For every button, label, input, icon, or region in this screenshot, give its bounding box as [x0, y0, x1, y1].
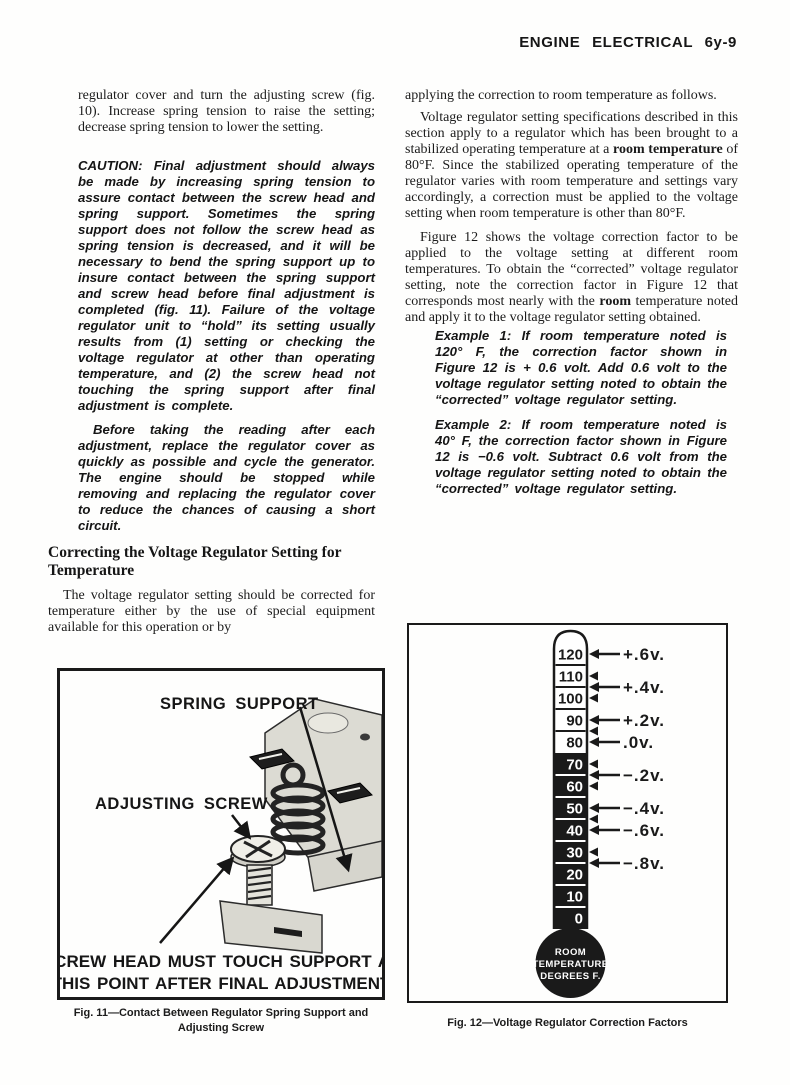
correction-label-90: +.2v.	[623, 711, 666, 730]
section-heading: Correcting the Voltage Regulator Setting for Temperature	[48, 544, 342, 579]
paragraph-specifications: Voltage regulator setting specifications described in this section apply to a regulator which has been brought to a stabilized operating temperature at a room temperature of 80°F. Since the stabilized operating temperature of the regulator varies with room temperature and settings vary accordingly, a correction must be applied to the voltage setting when room temperature is other than 80°F.	[405, 110, 738, 221]
bulb-label-line3: DEGREES F.	[540, 971, 601, 982]
clamp-bracket	[220, 901, 322, 953]
adjusting-screw-leader	[232, 815, 249, 837]
figure-12	[407, 623, 728, 1003]
paragraph-figure12-intro: Figure 12 shows the voltage correction factor to be applied to the voltage setting at different room temperatures. To obtain the “corrected” voltage regulator setting, note the correction factor in Figure 12 that corresponds most nearly with the room temperature noted and apply it to the voltage regulator setting obtained.	[405, 230, 739, 325]
thermometer-scale-10: 10	[566, 888, 583, 906]
thermometer-scale-100: 100	[557, 690, 583, 708]
fig11-illustration	[60, 671, 382, 997]
fig11-caption-line2: Adjusting Screw	[177, 1022, 265, 1034]
fig12-caption: Fig. 12—Voltage Regulator Correction Factors	[447, 1017, 688, 1029]
paragraph-correcting-intro: The voltage regulator setting should be corrected for temperature either by the use of special equipment available for this operation or by	[48, 588, 375, 635]
correction-label-50: −.4v.	[623, 799, 666, 818]
thermometer-scale-120: 120	[557, 646, 583, 664]
plate-hole	[360, 734, 370, 741]
tick-arrow-70	[589, 760, 598, 769]
correction-label-30-20: −.8v.	[623, 854, 666, 873]
before-taking-paragraph: Before taking the reading after each adjustment, replace the regulator cover as quickly as possible and cycle the generator. The engine should be stopped while removing and replacing the regulator cover to reduce the chances of causing a short circuit.	[78, 422, 375, 533]
right-column	[405, 88, 738, 497]
thermometer-scale-0: 0	[574, 910, 583, 928]
tick-arrow-100	[589, 694, 598, 703]
correction-label-80: .0v.	[623, 733, 655, 752]
fig11-caption	[57, 1006, 385, 1036]
tick-arrow-90-80	[589, 727, 598, 736]
example-1-paragraph: Example 1: If room temperature noted is 120° F, the correction factor shown in Figure 12 is + 0.6 volt. Add 0.6 volt to the voltage regulator setting noted to obtain the “corrected” voltage regulator setting.	[435, 328, 727, 407]
paragraph-regulator-cover: regulator cover and turn the adjusting screw (fig. 10). Increase spring tension to raise the setting; decrease spring tension to lower the setting.	[78, 88, 375, 135]
correction-label-120: +.6v.	[623, 645, 666, 664]
figure-11	[57, 668, 385, 1000]
plate-dome	[308, 713, 348, 733]
correction-label-110-100: +.4v.	[623, 678, 666, 697]
paragraph-applying-correction: applying the correction to room temperature as follows.	[405, 88, 717, 103]
correction-label-40: −.6v.	[623, 821, 666, 840]
tick-arrow-50-40	[589, 815, 598, 824]
thermometer-scale-70: 70	[566, 756, 583, 774]
correction-label-70-60: −.2v.	[623, 766, 666, 785]
spring-support-label: SPRING SUPPORT	[160, 695, 319, 713]
left-column	[48, 88, 375, 636]
thermometer-scale-50: 50	[566, 800, 583, 818]
thermometer-scale-80: 80	[566, 734, 583, 752]
fig11-caption-line1: Fig. 11—Contact Between Regulator Spring Support and	[73, 1007, 369, 1019]
tick-arrow-60	[589, 782, 598, 791]
adjusting-screw-label: ADJUSTING SCREW	[95, 795, 268, 813]
thermometer-scale-40: 40	[566, 822, 583, 840]
fig11-note-line1: SCREW HEAD MUST TOUCH SUPPORT AT	[60, 952, 382, 971]
thermometer-scale-20: 20	[566, 866, 583, 884]
tick-arrow-30	[589, 848, 598, 857]
page-header: ENGINE ELECTRICAL 6y-9	[519, 34, 737, 51]
thermometer-scale-60: 60	[566, 778, 583, 796]
thermometer-scale-30: 30	[566, 844, 583, 862]
example-2-paragraph: Example 2: If room temperature noted is 40° F, the correction factor shown in Figure 12 is −0.6 volt. Subtract 0.6 volt from the voltage regulator setting noted to obtain the “corrected” voltage regulator setting.	[435, 417, 727, 496]
thermometer-scale-110: 110	[558, 668, 583, 686]
fig12-thermometer	[409, 625, 726, 1001]
bulb-label-line2: TEMPERATURE	[532, 959, 609, 970]
thermometer-scale-90: 90	[566, 712, 583, 730]
caution-paragraph: CAUTION: Final adjustment should always be made by increasing spring tension to assure contact between the screw head and spring support. Sometimes the spring support does not follow the screw head as spring tension is decreased, and it will be necessary to bend the spring support up to insure contact between the spring support and screw head before final adjustment is completed (fig. 11). Failure of the voltage regulator unit to “hold” its setting usually results from (1) setting or checking the voltage regulator at other than operating temperature, and (2) the screw head not touching the spring support after final adjustment is complete.	[78, 158, 375, 413]
fig11-note-line2: THIS POINT AFTER FINAL ADJUSTMENT	[60, 974, 382, 993]
bulb-label-line1: ROOM	[554, 947, 587, 958]
tick-arrow-110	[589, 672, 598, 681]
